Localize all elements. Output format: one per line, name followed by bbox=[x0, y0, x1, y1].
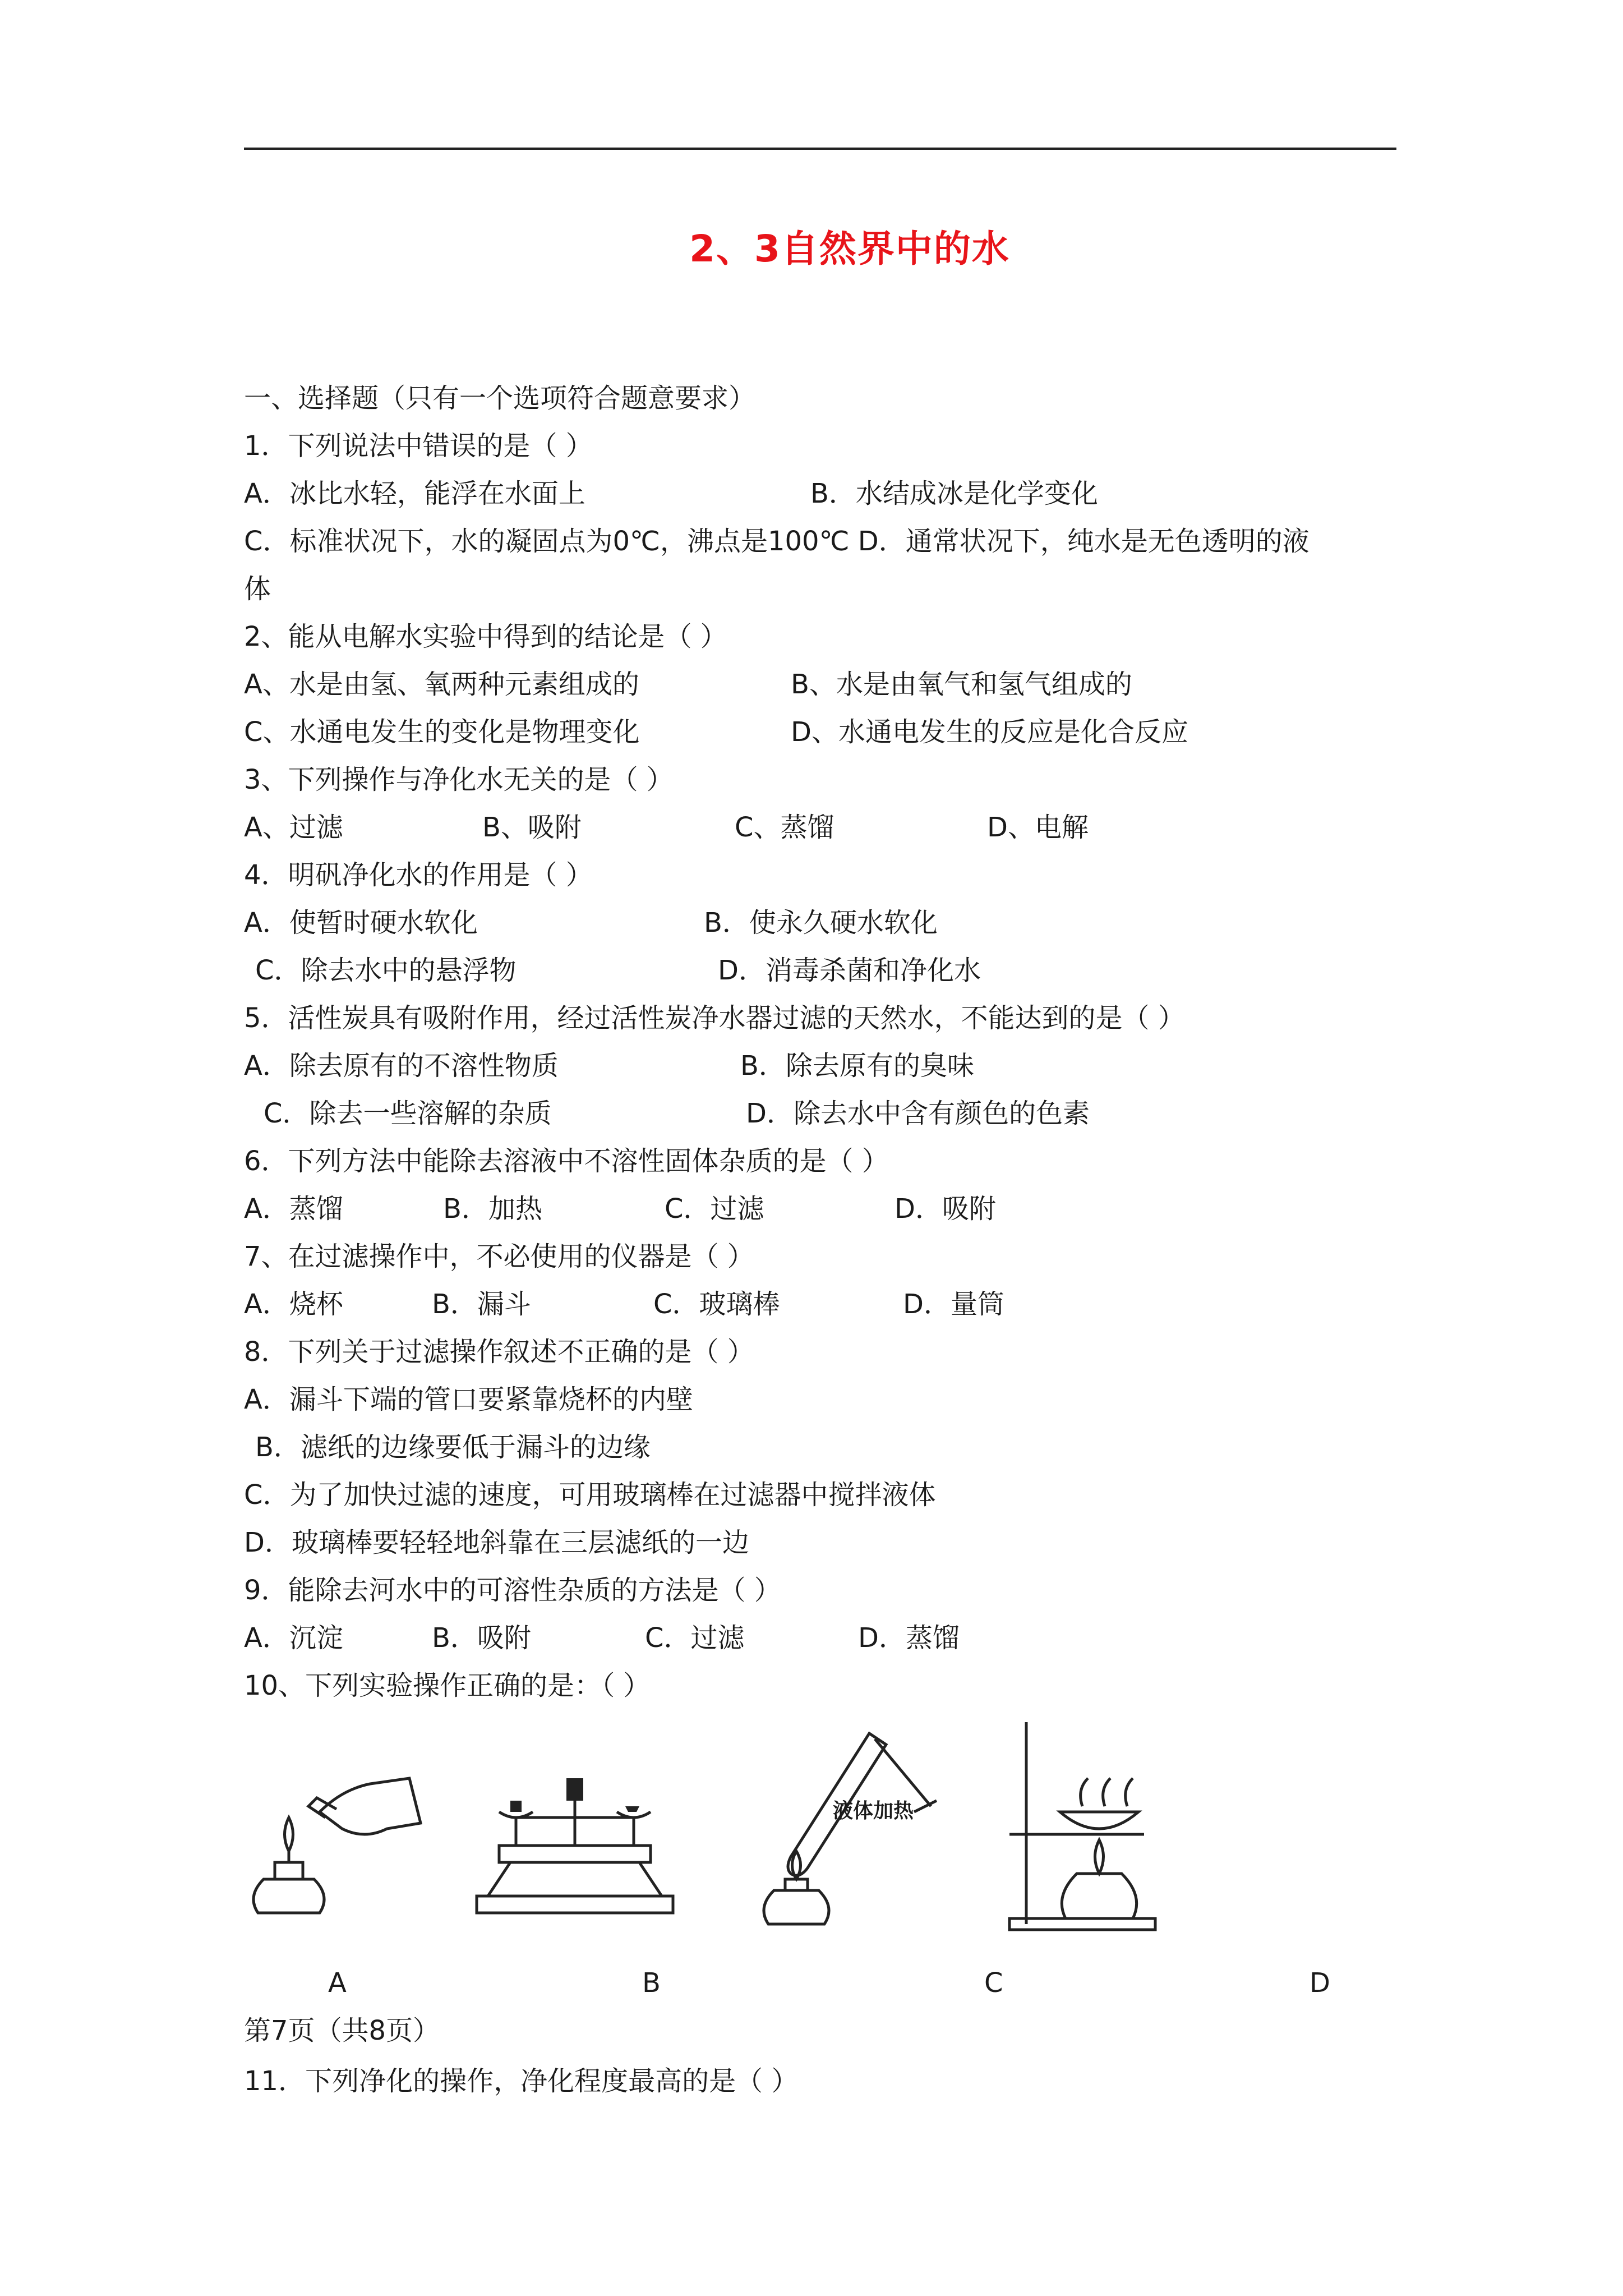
q3-option-d: D、电解 bbox=[987, 812, 1089, 843]
q2-option-b: B、水是由氧气和氢气组成的 bbox=[791, 669, 1132, 700]
q4-option-c: C．除去水中的悬浮物 bbox=[255, 955, 517, 986]
q6-option-c: C．过滤 bbox=[665, 1193, 764, 1225]
q4-option-a: A．使暂时硬水软化 bbox=[244, 907, 478, 938]
q1-option-cont: 体 bbox=[244, 573, 271, 605]
q1-stem: 1．下列说法中错误的是（ ） bbox=[244, 430, 593, 462]
q8-option-d: D．玻璃棒要轻轻地斜靠在三层滤纸的一边 bbox=[244, 1527, 749, 1558]
q6-stem: 6．下列方法中能除去溶液中不溶性固体杂质的是（ ） bbox=[244, 1145, 889, 1177]
q1-option-cd: C．标准状况下，水的凝固点为0℃，沸点是100℃ D．通常状况下，纯水是无色透明的液 bbox=[244, 526, 1310, 557]
q8-stem: 8．下列关于过滤操作叙述不正确的是（ ） bbox=[244, 1336, 754, 1368]
page-footer: 第7页（共8页） bbox=[244, 2015, 440, 2046]
figure-a-alcohol-lamp bbox=[241, 1756, 426, 1924]
figure-d-evaporation bbox=[998, 1711, 1166, 1935]
q11-stem: 11．下列净化的操作，净化程度最高的是（ ） bbox=[244, 2065, 799, 2097]
figure-label-d: D bbox=[1310, 1967, 1330, 1999]
figure-label-c: C bbox=[984, 1967, 1003, 1999]
q6-option-d: D．吸附 bbox=[895, 1193, 996, 1225]
q9-option-c: C．过滤 bbox=[645, 1622, 745, 1654]
figure-c-caption: 液体加热 bbox=[833, 1800, 914, 1823]
q3-option-c: C、蒸馏 bbox=[735, 812, 834, 843]
q9-option-a: A．沉淀 bbox=[244, 1622, 343, 1654]
q1-option-a: A．冰比水轻，能浮在水面上 bbox=[244, 478, 585, 509]
q7-option-d: D．量筒 bbox=[903, 1289, 1004, 1320]
figure-b-balance bbox=[465, 1756, 684, 1924]
q3-stem: 3、下列操作与净化水无关的是（ ） bbox=[244, 764, 674, 795]
q5-option-b: B．除去原有的臭味 bbox=[740, 1050, 974, 1082]
q5-option-a: A．除去原有的不溶性物质 bbox=[244, 1050, 559, 1082]
page-title: 2、3自然界中的水 bbox=[689, 227, 1010, 270]
q5-option-d: D．除去水中含有颜色的色素 bbox=[746, 1098, 1090, 1129]
q8-option-b: B．滤纸的边缘要低于漏斗的边缘 bbox=[255, 1432, 651, 1463]
q2-option-d: D、水通电发生的反应是化合反应 bbox=[791, 716, 1188, 748]
section-heading: 一、选择题（只有一个选项符合题意要求） bbox=[244, 383, 756, 414]
q4-stem: 4．明矾净化水的作用是（ ） bbox=[244, 859, 593, 891]
q6-option-a: A．蒸馏 bbox=[244, 1193, 343, 1225]
q9-option-b: B．吸附 bbox=[432, 1622, 531, 1654]
q10-stem: 10、下列实验操作正确的是：（ ） bbox=[244, 1670, 651, 1701]
figure-label-b: B bbox=[642, 1967, 661, 1999]
q6-option-b: B．加热 bbox=[443, 1193, 542, 1225]
figure-c-liquid-heating bbox=[746, 1722, 948, 1935]
q3-option-b: B、吸附 bbox=[482, 812, 582, 843]
q8-option-c: C．为了加快过滤的速度，可用玻璃棒在过滤器中搅拌液体 bbox=[244, 1479, 936, 1511]
q7-option-a: A．烧杯 bbox=[244, 1289, 343, 1320]
q5-stem: 5．活性炭具有吸附作用，经过活性炭净水器过滤的天然水，不能达到的是（ ） bbox=[244, 1002, 1185, 1034]
q4-option-d: D．消毒杀菌和净化水 bbox=[718, 955, 981, 986]
q4-option-b: B．使永久硬水软化 bbox=[704, 907, 938, 938]
q8-option-a: A．漏斗下端的管口要紧靠烧杯的内壁 bbox=[244, 1384, 693, 1415]
q9-option-d: D．蒸馏 bbox=[858, 1622, 960, 1654]
q2-option-c: C、水通电发生的变化是物理变化 bbox=[244, 716, 640, 748]
header-rule bbox=[244, 148, 1396, 150]
q1-option-b: B．水结成冰是化学变化 bbox=[810, 478, 1098, 509]
figure-label-a: A bbox=[328, 1967, 347, 1999]
q2-option-a: A、水是由氢、氧两种元素组成的 bbox=[244, 669, 639, 700]
q7-stem: 7、在过滤操作中，不必使用的仪器是（ ） bbox=[244, 1241, 754, 1272]
q5-option-c: C．除去一些溶解的杂质 bbox=[264, 1098, 552, 1129]
q7-option-c: C．玻璃棒 bbox=[653, 1289, 780, 1320]
q7-option-b: B．漏斗 bbox=[432, 1289, 531, 1320]
q3-option-a: A、过滤 bbox=[244, 812, 343, 843]
q2-stem: 2、能从电解水实验中得到的结论是（ ） bbox=[244, 621, 727, 652]
q9-stem: 9．能除去河水中的可溶性杂质的方法是（ ） bbox=[244, 1575, 781, 1606]
